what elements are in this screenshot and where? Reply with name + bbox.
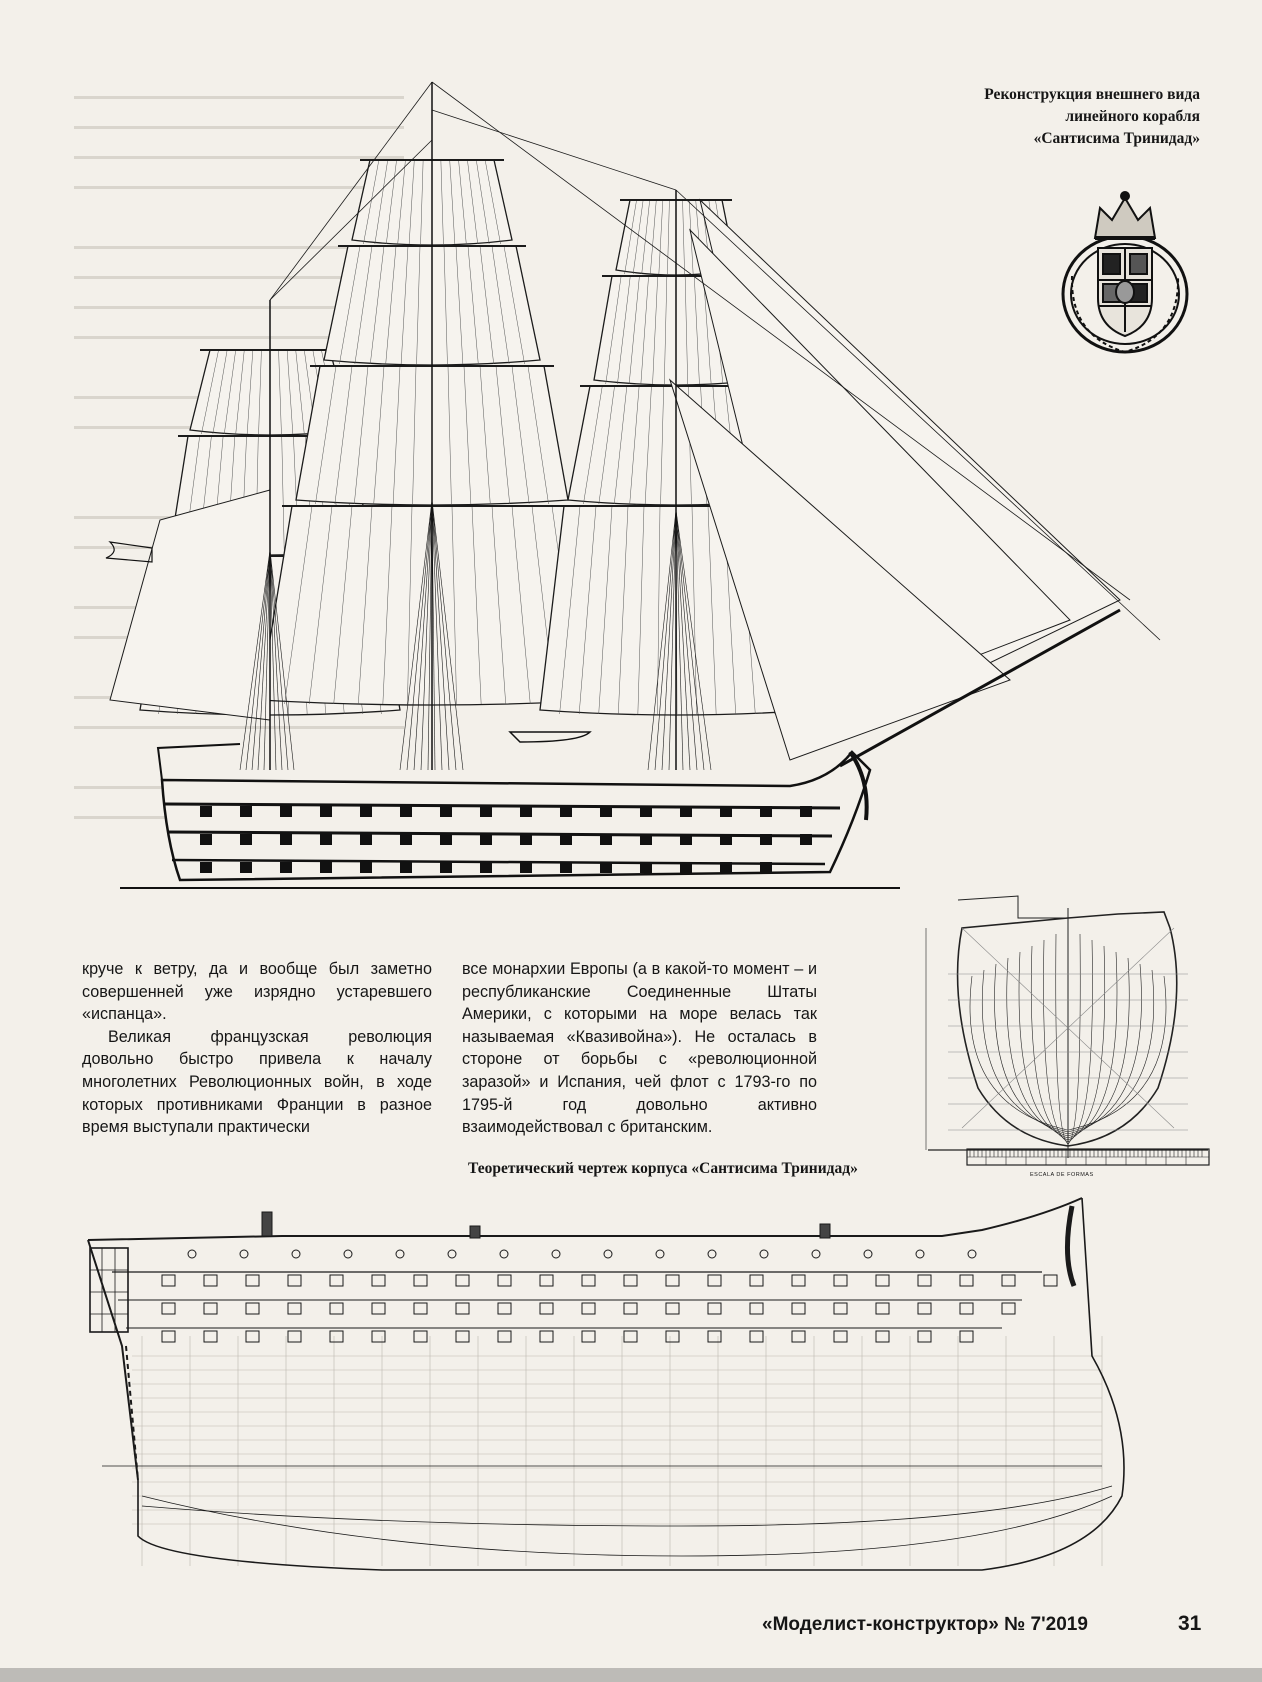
hull-lines-plan: [82, 1196, 1228, 1574]
page-number: 31: [1178, 1612, 1202, 1635]
royal-coat-of-arms: [1050, 186, 1200, 358]
scale-bar: [966, 1148, 1210, 1166]
article-paragraph: Великая французская революция довольно быстро привела к началу многолетних Революционных войн, в ходе которых противниками Франции в разное время выступали практически: [82, 1027, 432, 1137]
scan-edge: [0, 1668, 1262, 1682]
caption-line: Реконструкция внешнего вида: [984, 86, 1200, 103]
magazine-footer: «Моделист-конструктор» № 7'2019: [762, 1614, 1088, 1635]
hull-section-title: Теоретический чертеж корпуса «Сантисима Тринидад»: [468, 1160, 858, 1177]
article-paragraph: круче к ветру, да и вообще был заметно совершенней уже изрядно устаревшего «испанца».: [82, 960, 432, 1024]
caption-line: «Сантисима Тринидад»: [1033, 130, 1200, 147]
article-column-right: [462, 958, 817, 1139]
scale-label: ESCALA DE FORMAS: [1030, 1172, 1094, 1178]
illustration-caption: [840, 84, 1200, 150]
caption-line: линейного корабля: [1065, 108, 1200, 125]
article-paragraph: все монархии Европы (а в какой-то момент – и республиканские Соединенные Штаты Америки, с которыми на море велась так называемая «Квазивойна»). Не осталась в стороне от борьбы с «революционной заразой» и Испания, чей флот с 1793-го по 1795-й год довольно активно взаимодействовал с британским.: [462, 960, 817, 1137]
hull-body-plan: [918, 888, 1220, 1186]
article-column-left: [82, 958, 432, 1139]
